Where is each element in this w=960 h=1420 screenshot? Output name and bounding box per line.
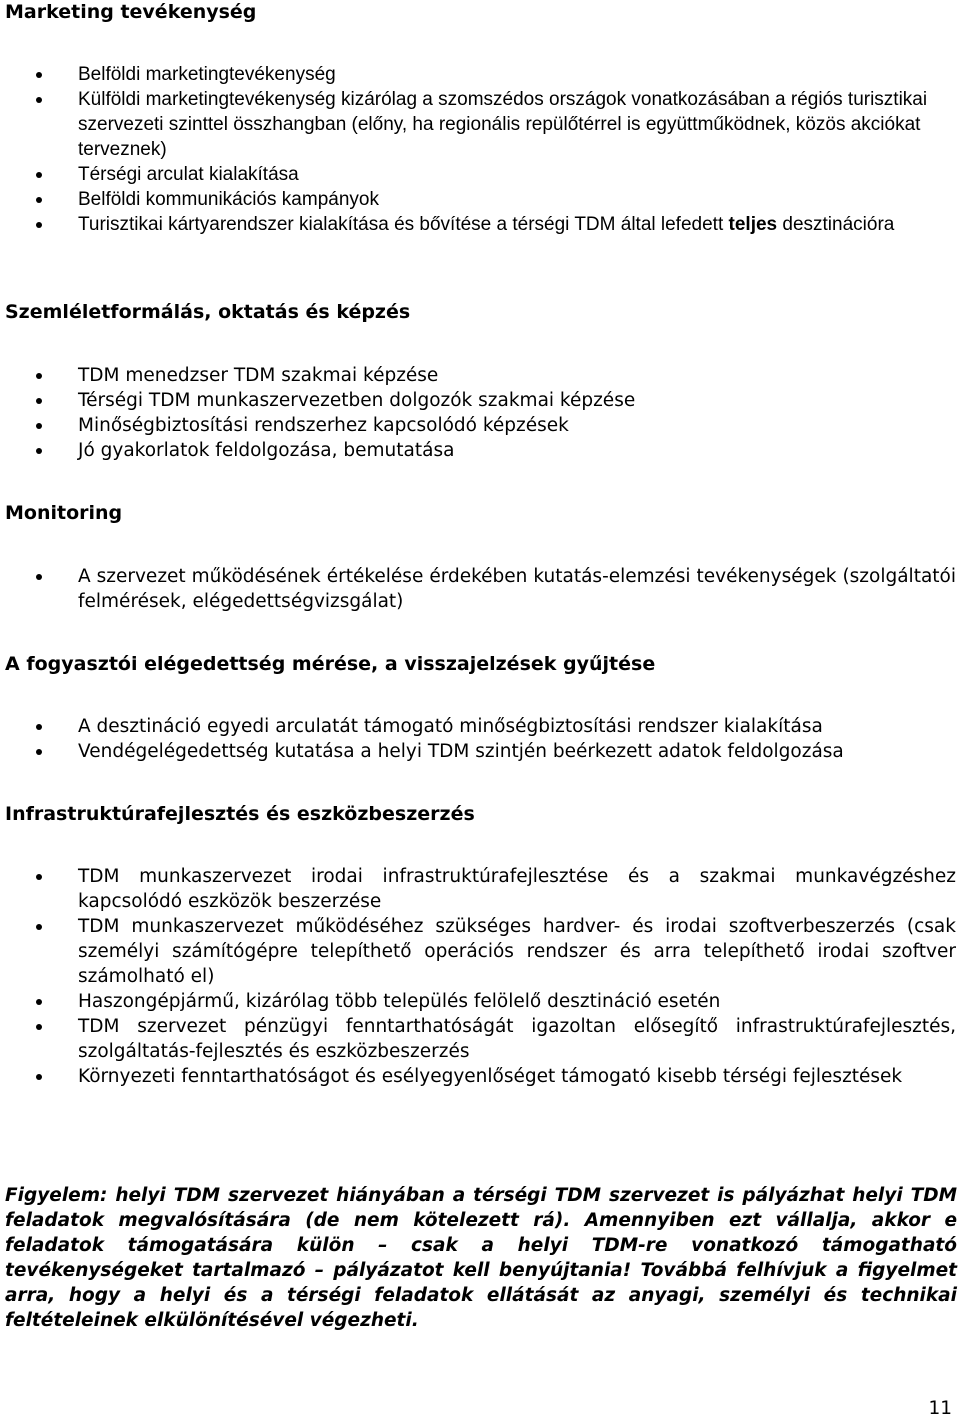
bullet-icon xyxy=(36,1074,42,1080)
bullet-icon xyxy=(36,72,42,78)
section-heading-education: Szemléletformálás, oktatás és képzés xyxy=(5,301,411,323)
infrastructure-list xyxy=(0,864,960,1089)
bullet-icon xyxy=(36,574,42,580)
bullet-icon xyxy=(36,724,42,730)
satisfaction-list xyxy=(0,714,960,764)
marketing-list xyxy=(0,62,960,237)
list-item: TDM menedzser TDM szakmai képzése xyxy=(0,363,956,388)
bullet-icon xyxy=(36,448,42,454)
bullet-icon xyxy=(36,924,42,930)
bullet-icon xyxy=(36,373,42,379)
list-item: Térségi TDM munkaszervezetben dolgozók szakmai képzése xyxy=(0,388,956,413)
list-item: Térségi arculat kialakítása xyxy=(0,162,956,187)
section-heading-infrastructure: Infrastruktúrafejlesztés és eszközbeszerzés xyxy=(5,803,475,825)
bullet-icon xyxy=(36,423,42,429)
list-item: Külföldi marketingtevékenység kizárólag a szomszédos országok vonatkozásában a régiós turisztikai szervezeti szinttel összhangban (előny, ha regionális repülőtérrel is együttműködnek, közös akciókat terveznek) xyxy=(0,87,956,162)
bullet-icon xyxy=(36,999,42,1005)
warning-note: Figyelem: helyi TDM szervezet hiányában a térségi TDM szervezet is pályázhat helyi TDM feladatok megvalósítására (de nem kötelezett rá). Amennyiben ezt vállalja, akkor e feladatok támogatására külön – csak a helyi TDM-re vonatkozó támogatható tevékenységeket tartalmazó – pályázatot kell benyújtania! Továbbá felhívjuk a figyelmet arra, hogy a helyi és a térségi feladatok ellátását az anyagi, személyi és technikai feltételeinek elkülönítésével végezheti. xyxy=(5,1185,957,1331)
list-item: Környezeti fenntarthatóságot és esélyegyenlőséget támogató kisebb térségi fejlesztések xyxy=(0,1064,956,1089)
bullet-icon xyxy=(36,197,42,203)
section-heading-satisfaction: A fogyasztói elégedettség mérése, a visszajelzések gyűjtése xyxy=(5,653,656,675)
section-heading-marketing: Marketing tevékenység xyxy=(5,1,257,23)
list-item: A desztináció egyedi arculatát támogató minőségbiztosítási rendszer kialakítása xyxy=(0,714,956,739)
bullet-icon xyxy=(36,874,42,880)
list-item: Belföldi kommunikációs kampányok xyxy=(0,187,956,212)
list-item: Turisztikai kártyarendszer kialakítása és bővítése a térségi TDM által lefedett teljes desztinációra xyxy=(0,212,956,237)
list-item: Belföldi marketingtevékenység xyxy=(0,62,956,87)
list-item: A szervezet működésének értékelése érdekében kutatás-elemzési tevékenységek (szolgáltatói felmérések, elégedettségvizsgálat) xyxy=(0,564,956,614)
bullet-icon xyxy=(36,97,42,103)
section-heading-monitoring: Monitoring xyxy=(5,502,123,524)
list-item: Jó gyakorlatok feldolgozása, bemutatása xyxy=(0,438,956,463)
list-item: TDM munkaszervezet irodai infrastruktúrafejlesztése és a szakmai munkavégzéshez kapcsolódó eszközök beszerzése xyxy=(0,864,956,914)
bullet-icon xyxy=(36,222,42,228)
bullet-icon xyxy=(36,172,42,178)
list-item: Minőségbiztosítási rendszerhez kapcsolódó képzések xyxy=(0,413,956,438)
list-item: Vendégelégedettség kutatása a helyi TDM szintjén beérkezett adatok feldolgozása xyxy=(0,739,956,764)
education-list xyxy=(0,363,960,463)
page-number: 11 xyxy=(928,1398,952,1419)
bullet-icon xyxy=(36,398,42,404)
bullet-icon xyxy=(36,749,42,755)
list-item: Haszongépjármű, kizárólag több település felölelő desztináció esetén xyxy=(0,989,956,1014)
list-item: TDM munkaszervezet működéséhez szükséges hardver- és irodai szoftverbeszerzés (csak személyi számítógépre telepíthető operációs rendszer és arra telepíthető irodai szoftver számolható el) xyxy=(0,914,956,989)
list-item: TDM szervezet pénzügyi fenntarthatóságát igazoltan elősegítő infrastruktúrafejlesztés, szolgáltatás-fejlesztés és eszközbeszerzés xyxy=(0,1014,956,1064)
monitoring-list xyxy=(0,564,960,614)
bullet-icon xyxy=(36,1024,42,1030)
